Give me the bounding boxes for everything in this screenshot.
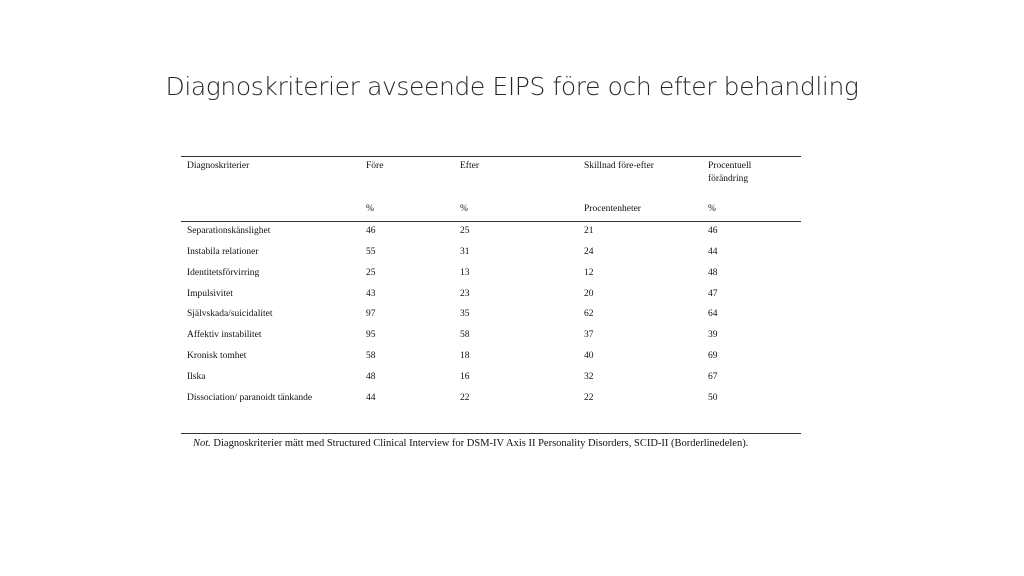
- row-percent-change: 46: [708, 226, 718, 236]
- header-before: Före: [366, 161, 384, 171]
- row-after: 31: [460, 247, 470, 257]
- row-after: 16: [460, 372, 470, 382]
- header-criteria: Diagnoskriterier: [187, 161, 250, 171]
- row-percent-change: 50: [708, 393, 718, 403]
- header-after: Efter: [460, 161, 479, 171]
- unit-before: %: [366, 204, 374, 214]
- row-difference: 22: [584, 393, 594, 403]
- row-before: 95: [366, 330, 376, 340]
- header-difference: Skillnad före-efter: [584, 161, 654, 171]
- unit-after: %: [460, 204, 468, 214]
- row-before: 58: [366, 351, 376, 361]
- row-label: Identitetsförvirring: [187, 268, 260, 278]
- row-after: 25: [460, 226, 470, 236]
- row-label: Självskada/suicidalitet: [187, 309, 273, 319]
- row-before: 44: [366, 393, 376, 403]
- row-difference: 37: [584, 330, 594, 340]
- row-label: Impulsivitet: [187, 289, 233, 299]
- row-percent-change: 44: [708, 247, 718, 257]
- row-difference: 12: [584, 268, 594, 278]
- row-before: 46: [366, 226, 376, 236]
- row-percent-change: 67: [708, 372, 718, 382]
- header-percent-change: Procentuell förändring: [708, 161, 752, 184]
- row-after: 22: [460, 393, 470, 403]
- row-difference: 21: [584, 226, 594, 236]
- row-after: 23: [460, 289, 470, 299]
- row-label: Instabila relationer: [187, 247, 259, 257]
- note-text: Diagnoskriterier mätt med Structured Clinical Interview for DSM-IV Axis II Personality Disorders, SCID-II (Borderlinedelen).: [210, 438, 749, 449]
- row-label: Kronisk tomhet: [187, 351, 247, 361]
- row-before: 25: [366, 268, 376, 278]
- row-label: Ilska: [187, 372, 206, 382]
- row-before: 55: [366, 247, 376, 257]
- row-after: 18: [460, 351, 470, 361]
- criteria-table: [181, 156, 801, 434]
- row-before: 97: [366, 309, 376, 319]
- row-percent-change: 39: [708, 330, 718, 340]
- row-after: 13: [460, 268, 470, 278]
- row-difference: 24: [584, 247, 594, 257]
- row-before: 48: [366, 372, 376, 382]
- row-label: Dissociation/ paranoidt tänkande: [187, 393, 313, 403]
- table-header: [181, 157, 801, 222]
- unit-difference: Procentenheter: [584, 204, 641, 214]
- row-difference: 20: [584, 289, 594, 299]
- row-difference: 40: [584, 351, 594, 361]
- row-label: Separationskänslighet: [187, 226, 271, 236]
- row-after: 35: [460, 309, 470, 319]
- row-percent-change: 47: [708, 289, 718, 299]
- note-label: Not.: [193, 438, 211, 449]
- row-percent-change: 48: [708, 268, 718, 278]
- unit-percent-change: %: [708, 204, 716, 214]
- row-difference: 62: [584, 309, 594, 319]
- row-before: 43: [366, 289, 376, 299]
- table-note: [193, 438, 748, 449]
- row-label: Affektiv instabilitet: [187, 330, 262, 340]
- row-percent-change: 69: [708, 351, 718, 361]
- row-after: 58: [460, 330, 470, 340]
- row-difference: 32: [584, 372, 594, 382]
- slide-title: Diagnoskriterier avseende EIPS före och efter behandling: [165, 72, 859, 101]
- row-percent-change: 64: [708, 309, 718, 319]
